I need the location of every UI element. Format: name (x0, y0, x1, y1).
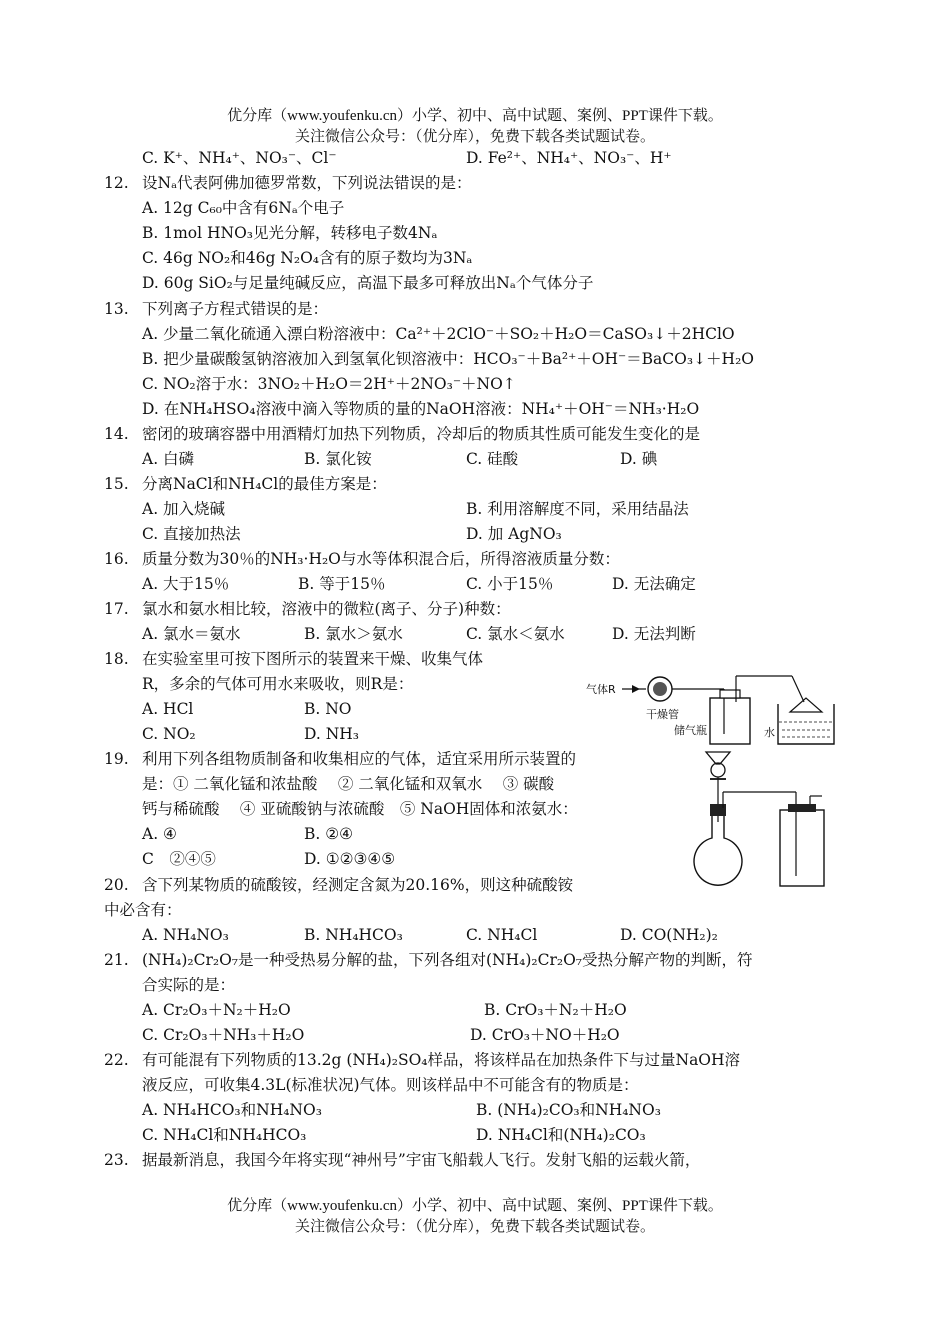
q21-stem-line2: 合实际的是： (142, 976, 236, 994)
gas-bottle (710, 698, 750, 744)
q21-stem-line1: (NH₄)₂Cr₂O₇是一种受热易分解的盐，下列各组对(NH₄)₂Cr₂O₇受热分解产物的判断，符 (142, 951, 753, 969)
q16-option-c: C. 小于15％ (466, 575, 554, 593)
q12-stem: 设Nₐ代表阿佛加德罗常数，下列说法错误的是： (142, 174, 472, 192)
q19-option-d: D. ①②③④⑤ (304, 850, 396, 868)
q20-option-c: C. NH₄Cl (466, 926, 538, 944)
q22-stem-line1: 有可能混有下列物质的13.2g (NH₄)₂SO₄样品，将该样品在加热条件下与过量NaOH溶 (142, 1051, 741, 1069)
page-header-line2: 关注微信公众号：（优分库），免费下载各类试题试卷。 (294, 129, 655, 145)
bottle-stopper (788, 804, 816, 812)
round-bottom-flask (694, 816, 742, 885)
q12-option-d: D. 60g SiO₂与足量纯碱反应，高温下最多可释放出Nₐ个气体分子 (142, 274, 594, 292)
q23-number: 23. (104, 1151, 129, 1169)
q13-option-b: B. 把少量碳酸氢钠溶液加入到氢氧化钡溶液中：HCO₃⁻＋Ba²⁺＋OH⁻＝BaCO₃↓＋H₂O (142, 350, 754, 368)
q15-option-a: A. 加入烧碱 (142, 500, 226, 518)
funnel-bulb (711, 763, 725, 777)
q21-number: 21. (104, 951, 129, 969)
q16-stem: 质量分数为30％的NH₃·H₂O与水等体积混合后，所得溶液质量分数： (142, 550, 620, 568)
q21-option-d: D. CrO₃＋NO＋H₂O (470, 1026, 620, 1044)
q18-apparatus-figure (582, 656, 852, 748)
q17-stem: 氯水和氨水相比较，溶液中的微粒(离子、分子)种数： (142, 600, 511, 618)
drying-agent (653, 682, 667, 696)
q17-number: 17. (104, 600, 129, 618)
q20-option-b: B. NH₄HCO₃ (304, 926, 403, 944)
page-footer-line2: 关注微信公众号：（优分库），免费下载各类试题试卷。 (294, 1219, 655, 1235)
q15-option-b: B. 利用溶解度不同，采用结晶法 (466, 500, 689, 518)
fig-label-gas-r: 气体R (586, 683, 616, 696)
q17-option-b: B. 氯水＞氨水 (304, 625, 403, 643)
q15-option-c: C. 直接加热法 (142, 525, 241, 543)
q22-option-d: D. NH₄Cl和(NH₄)₂CO₃ (476, 1126, 646, 1144)
q20-stem-line2: 中必含有： (104, 901, 182, 919)
page-header-line1: 优分库（www.youfenku.cn）小学、初中、高中试题、案例、PPT课件下载。 (227, 108, 723, 124)
q15-number: 15. (104, 475, 129, 493)
q11-option-d: D. Fe²⁺、NH₄⁺、NO₃⁻、H⁺ (466, 149, 672, 167)
q19-stem-line1: 利用下列各组物质制备和收集相应的气体，适宜采用所示装置的 (142, 750, 577, 768)
q14-option-c: C. 硅酸 (466, 450, 519, 468)
q13-option-c: C. NO₂溶于水：3NO₂＋H₂O＝2H⁺＋2NO₃⁻＋NO↑ (142, 375, 516, 393)
q16-option-d: D. 无法确定 (612, 575, 696, 593)
q15-stem: 分离NaCl和NH₄Cl的最佳方案是： (142, 475, 387, 493)
q13-option-a: A. 少量二氧化硫通入漂白粉溶液中：Ca²⁺＋2ClO⁻＋SO₂＋H₂O＝CaSO₃↓＋2HClO (142, 325, 735, 343)
q20-stem-line1: 含下列某物质的硫酸铵，经测定含氮为20.16%，则这种硫酸铵 (142, 876, 574, 894)
q13-number: 13. (104, 300, 129, 318)
q21-option-c: C. Cr₂O₃＋NH₃＋H₂O (142, 1026, 305, 1044)
page-footer-line1: 优分库（www.youfenku.cn）小学、初中、高中试题、案例、PPT课件下载。 (227, 1198, 723, 1214)
inverted-funnel (790, 698, 822, 712)
q20-option-a: A. NH₄NO₃ (142, 926, 229, 944)
q20-option-d: D. CO(NH₂)₂ (620, 926, 718, 944)
q18-stem-line1: 在实验室里可按下图所示的装置来干燥、收集气体 (142, 650, 484, 668)
q13-stem: 下列离子方程式错误的是： (142, 300, 329, 318)
q16-number: 16. (104, 550, 129, 568)
q19-option-c: C ②④⑤ (142, 850, 216, 868)
q16-option-b: B. 等于15％ (298, 575, 386, 593)
q19-number: 19. (104, 750, 129, 768)
outlet-tube-down (792, 676, 804, 702)
q22-stem-line2: 液反应，可收集4.3L(标准状况)气体。则该样品中不可能含有的物质是： (142, 1076, 639, 1094)
q19-apparatus-figure (690, 748, 832, 894)
dropping-funnel-top (706, 752, 730, 764)
q12-option-c: C. 46g NO₂和46g N₂O₄含有的原子数均为3Nₐ (142, 249, 473, 267)
q20-number: 20. (104, 876, 129, 894)
q19-option-a: A. ④ (142, 825, 177, 843)
q18-number: 18. (104, 650, 129, 668)
fig-label-gas-bottle: 储气瓶 (674, 724, 707, 737)
q14-stem: 密闭的玻璃容器中用酒精灯加热下列物质，冷却后的物质其性质可能发生变化的是 (142, 425, 701, 443)
q21-option-b: B. CrO₃＋N₂＋H₂O (484, 1001, 627, 1019)
q11-option-c: C. K⁺、NH₄⁺、NO₃⁻、Cl⁻ (142, 149, 337, 167)
q17-option-a: A. 氯水＝氨水 (142, 625, 241, 643)
q18-option-d: D. NH₃ (304, 725, 360, 743)
q16-option-a: A. 大于15％ (142, 575, 230, 593)
q17-option-c: C. 氯水＜氨水 (466, 625, 565, 643)
q22-number: 22. (104, 1051, 129, 1069)
q14-number: 14. (104, 425, 129, 443)
q14-option-a: A. 白磷 (142, 450, 195, 468)
fig-label-drying-tube: 干燥管 (646, 708, 679, 721)
q12-number: 12. (104, 174, 129, 192)
q15-option-d: D. 加 AgNO₃ (466, 525, 562, 543)
flow-arrow-icon (632, 685, 640, 693)
q14-option-b: B. 氯化铵 (304, 450, 372, 468)
q13-option-d: D. 在NH₄HSO₄溶液中滴入等物质的量的NaOH溶液：NH₄⁺＋OH⁻＝NH₃·H₂O (142, 400, 700, 418)
q22-option-a: A. NH₄HCO₃和NH₄NO₃ (142, 1101, 322, 1119)
q23-stem-line1: 据最新消息，我国今年将实现“神州号”宇宙飞船载人飞行。发射飞船的运载火箭， (142, 1151, 701, 1169)
water-beaker (778, 704, 834, 744)
q22-option-b: B. (NH₄)₂CO₃和NH₄NO₃ (476, 1101, 661, 1119)
collection-bottle (780, 810, 824, 886)
q12-option-a: A. 12g C₆₀中含有6Nₐ个电子 (142, 199, 345, 217)
fig-label-water: 水 (764, 726, 775, 739)
bottle-stopper (720, 690, 740, 698)
q14-option-d: D. 碘 (620, 450, 658, 468)
q12-option-b: B. 1mol HNO₃见光分解，转移电子数4Nₐ (142, 224, 438, 242)
q19-stem-line3: 钙与稀硫酸 ④ 亚硫酸钠与浓硫酸 ⑤ NaOH固体和浓氨水： (142, 800, 578, 818)
q19-option-b: B. ②④ (304, 825, 354, 843)
q22-option-c: C. NH₄Cl和NH₄HCO₃ (142, 1126, 307, 1144)
q18-option-a: A. HCl (142, 700, 194, 718)
q18-option-b: B. NO (304, 700, 352, 718)
q21-option-a: A. Cr₂O₃＋N₂＋H₂O (142, 1001, 291, 1019)
q18-option-c: C. NO₂ (142, 725, 196, 743)
q19-stem-line2: 是：① 二氧化锰和浓盐酸 ② 二氧化锰和双氧水 ③ 碳酸 (142, 775, 555, 793)
q18-stem-line2: R，多余的气体可用水来吸收，则R是： (142, 675, 414, 693)
q17-option-d: D. 无法判断 (612, 625, 696, 643)
